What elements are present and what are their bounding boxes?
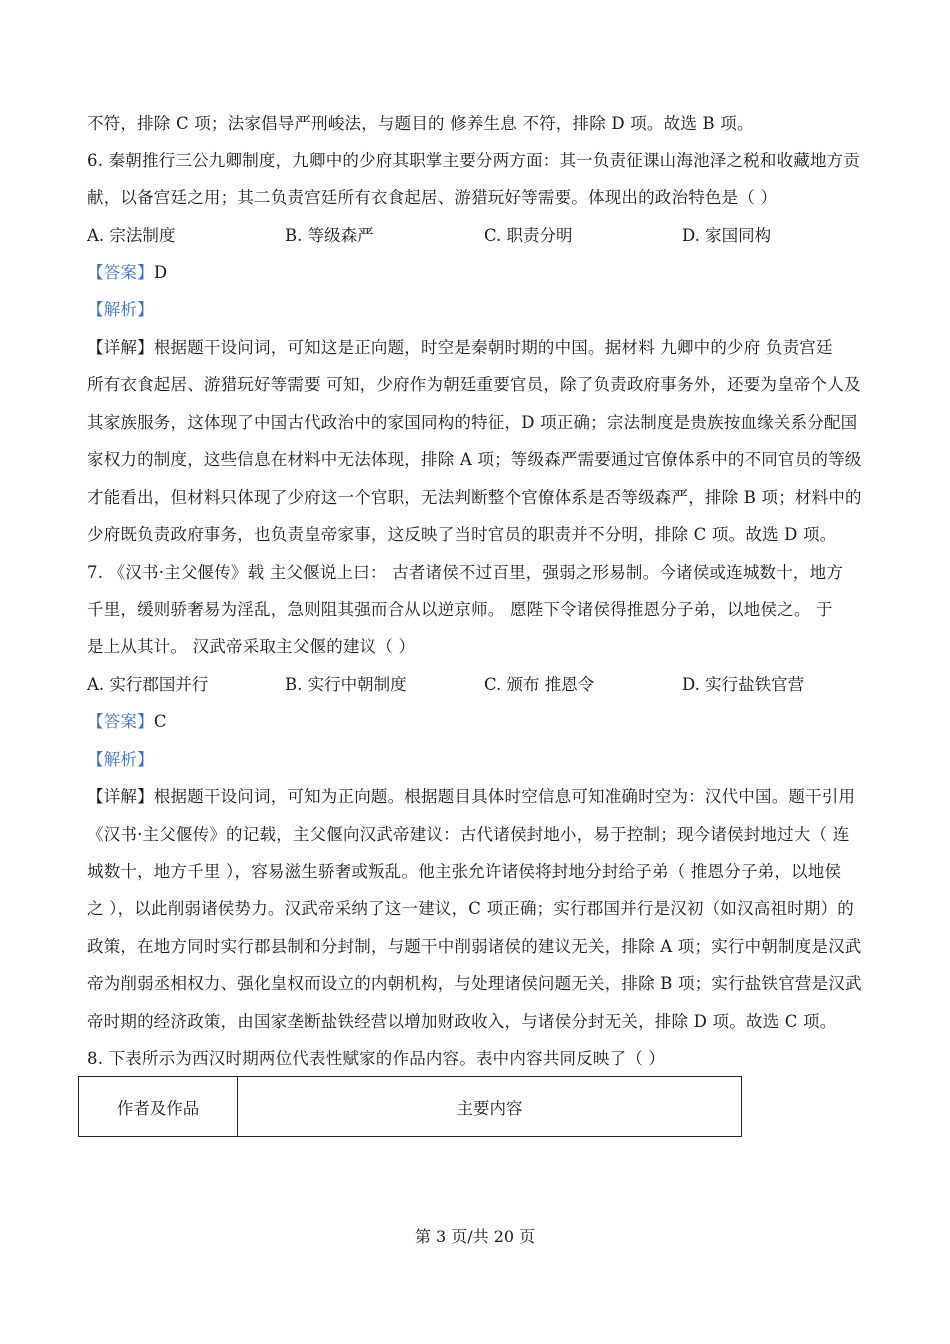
option-b: B. 实行中朝制度 xyxy=(285,675,407,694)
table-header-author: 作者及作品 xyxy=(79,1077,238,1137)
option-d: D. 实行盐铁官营 xyxy=(682,675,805,694)
option-d: D. 家国同构 xyxy=(682,226,772,245)
question-7-detail-line-2: 《汉书·主父偃传》的记载，主父偃向汉武帝建议：古代诸侯封地小，易于控制；现今诸侯封地过大（ 连 xyxy=(87,825,850,844)
works-table xyxy=(78,1076,742,1137)
answer-value: D xyxy=(153,263,168,282)
question-7-detail-line-3: 城数十，地方千里 ），容易滋生骄奢或叛乱。他主张允许诸侯将封地分封给子弟（ 推恩分子弟，以地侯 xyxy=(87,862,842,881)
question-6-detail-line-5: 才能看出，但材料只体现了少府这一个官职，无法判断整个官僚体系是否等级森严，排除 B 项；材料中的 xyxy=(87,488,862,507)
question-6-detail-line-4: 家权力的制度，这些信息在材料中无法体现，排除 A 项；等级森严需要通过官僚体系中的不同官员的等级 xyxy=(87,450,862,469)
option-c: C. 颁布 推恩令 xyxy=(484,675,595,694)
question-7-stem-line-3: 是上从其计。 汉武帝采取主父偃的建议（ ） xyxy=(87,637,416,656)
answer-tag: 【答案】 xyxy=(87,263,154,282)
option-c: C. 职责分明 xyxy=(484,226,573,245)
question-6-detail-line-6: 少府既负责政府事务，也负责皇帝家事，这反映了当时官员的职责并不分明，排除 C 项。故选 D 项。 xyxy=(87,525,837,544)
text-line: 不符，排除 C 项；法家倡导严刑峻法，与题目的 修养生息 不符，排除 D 项。故选 B 项。 xyxy=(87,114,754,133)
page-footer: 第 3 页/共 20 页 xyxy=(414,1227,536,1246)
question-7-stem-line-2: 千里，缓则骄奢易为淫乱，急则阻其强而合从以逆京师。 愿陛下令诸侯得推恩分子弟，以地侯之。 于 xyxy=(87,600,833,619)
question-6-detail-line-2: 所有衣食起居、游猎玩好等需要 可知，少府作为朝廷重要官员，除了负责政府事务外，还要为皇帝个人及 xyxy=(87,375,861,394)
question-8-stem-line-1: 8. 下表所示为西汉时期两位代表性赋家的作品内容。表中内容共同反映了（ ） xyxy=(87,1049,666,1068)
question-7-detail-line-7: 帝时期的经济政策，由国家垄断盐铁经营以增加财政收入，与诸侯分封无关，排除 D 项。故选 C 项。 xyxy=(87,1012,837,1031)
question-7-stem-line-1: 7. 《汉书·主父偃传》载 主父偃说上曰： 古者诸侯不过百里，强弱之形易制。今诸侯或连城数十，地方 xyxy=(87,563,844,582)
option-a: A. 宗法制度 xyxy=(87,226,176,245)
option-a: A. 实行郡国并行 xyxy=(87,675,209,694)
question-7-detail-line-5: 政策，在地方同时实行郡县制和分封制，与题干中削弱诸侯的建议无关，排除 A 项；实行中朝制度是汉武 xyxy=(87,937,862,956)
question-7-answer xyxy=(87,711,877,733)
question-7-detail-line-6: 帝为削弱丞相权力、强化皇权而设立的内朝机构，与处理诸侯问题无关，排除 B 项；实行盐铁官营是汉武 xyxy=(87,974,862,993)
analysis-tag: 【解析】 xyxy=(87,300,154,319)
option-b: B. 等级森严 xyxy=(285,226,374,245)
question-7-analysis xyxy=(87,749,877,771)
table-header-row xyxy=(79,1077,742,1137)
detail-tag: 【详解】 xyxy=(87,338,154,357)
question-6-analysis xyxy=(87,299,877,321)
answer-tag: 【答案】 xyxy=(87,712,154,731)
question-7-detail-line-1: 【详解】根据题干设问词，可知为正向题。根据题目具体时空信息可知准确时空为：汉代中国。题干引用 xyxy=(87,787,856,806)
question-6-detail-line-3: 其家族服务，这体现了中国古代政治中的家国同构的特征，D 项正确；宗法制度是贵族按血缘关系分配国 xyxy=(87,413,858,432)
table-header-content: 主要内容 xyxy=(238,1077,742,1137)
question-6-answer xyxy=(87,262,877,284)
answer-value: C xyxy=(153,712,167,731)
question-6-stem-line-1: 6. 秦朝推行三公九卿制度，九卿中的少府其职掌主要分两方面：其一负责征课山海池泽之税和收藏地方贡 xyxy=(87,151,861,170)
question-7-detail-line-4: 之 ），以此削弱诸侯势力。汉武帝采纳了这一建议，C 项正确；实行郡国并行是汉初（如汉高祖时期）的 xyxy=(87,899,854,918)
question-6-detail-line-1: 【详解】根据题干设问词，可知这是正向题，时空是秦朝时期的中国。据材料 九卿中的少府 负责宫廷 xyxy=(87,338,833,357)
question-6-stem-line-2: 献，以备宫廷之用；其二负责宫廷所有衣食起居、游猎玩好等需要。体现出的政治特色是（ ） xyxy=(87,188,778,207)
analysis-tag: 【解析】 xyxy=(87,750,154,769)
detail-tag: 【详解】 xyxy=(87,787,154,806)
